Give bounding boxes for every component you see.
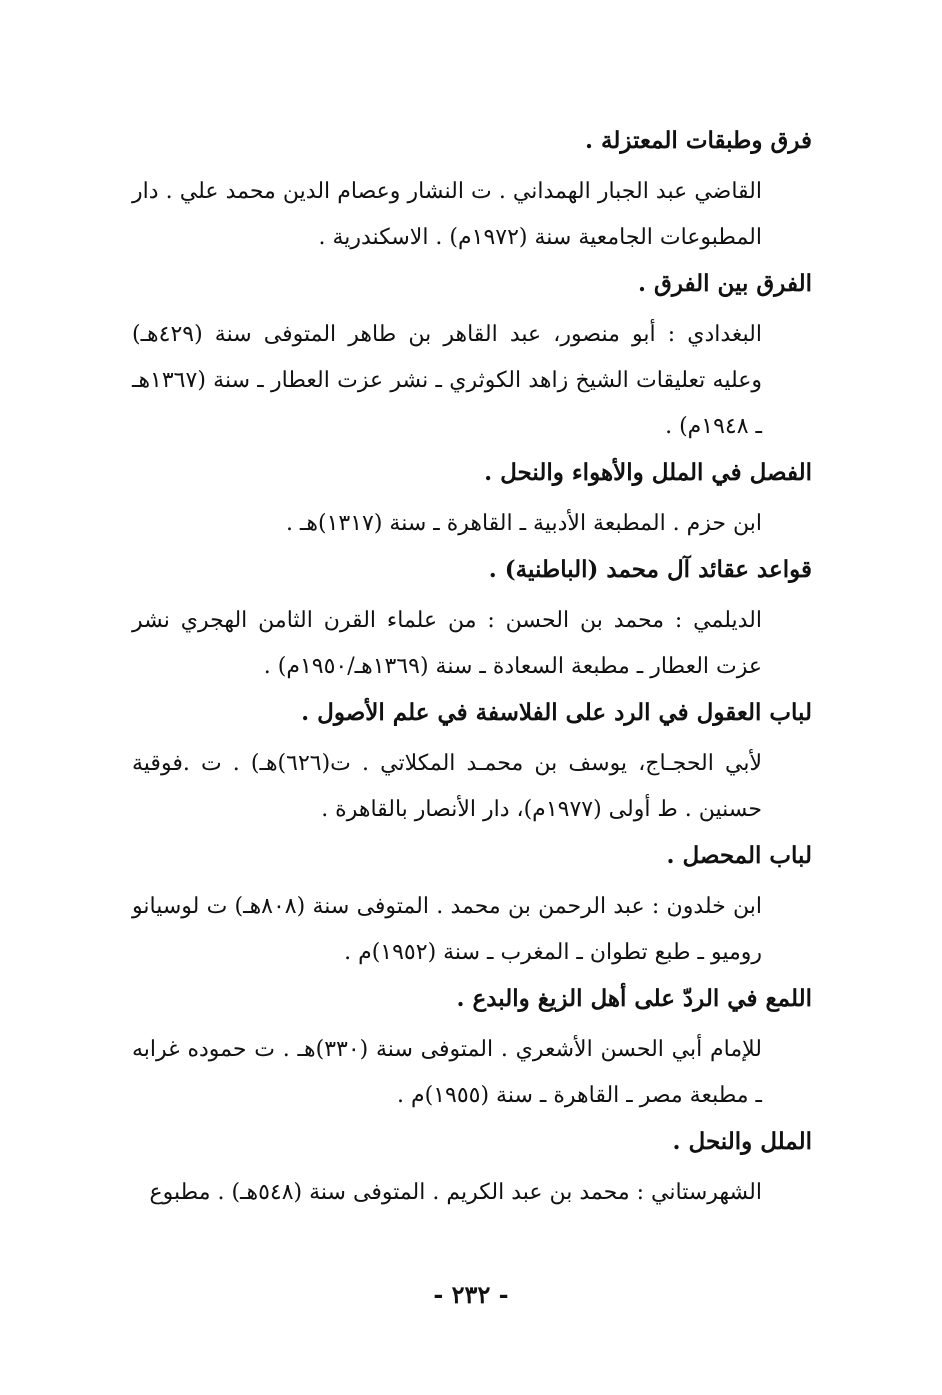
page-number: - ٢٣٢ - — [433, 1280, 509, 1309]
entry-title: الفرق بين الفرق . — [637, 270, 812, 297]
entry-details: للإمام أبي الحسن الأشعري . المتوفى سنة (٣٣٠)هـ . ت حموده غرابه ـ مطبعة مصر ـ القاهرة ـ سنة (١٩٥٥)م . — [132, 1037, 762, 1108]
entry-details: البغدادي : أبو منصور، عبد القاهر بن طاهر المتوفى سنة (٤٢٩هـ) وعليه تعليقات الشيخ زاهد الكوثري ـ نشر عزت العطار ـ سنة (١٣٦٧هـ ـ ١٩٤٨م) . — [132, 322, 762, 439]
bibliography-entry — [132, 265, 812, 450]
entry-details: القاضي عبد الجبار الهمداني . ت النشار وعصام الدين محمد علي . دار المطبوعات الجامعية سنة (١٩٧٢م) . الاسكندرية . — [132, 179, 762, 250]
entry-title: لباب المحصل . — [666, 842, 812, 869]
entry-title: الملل والنحل . — [672, 1128, 812, 1155]
entry-title: فرق وطبقات المعتزلة . — [585, 127, 812, 154]
bibliography-entry — [132, 837, 812, 976]
bibliography-entry — [132, 454, 812, 547]
entry-details: ابن خلدون : عبد الرحمن بن محمد . المتوفى سنة (٨٠٨هـ) ت لوسيانو روميو ـ طبع تطوان ـ المغرب ـ سنة (١٩٥٢)م . — [132, 894, 762, 965]
entry-details: لأبي الحجـاج، يوسف بن محمـد المكلاتي . ت(٦٢٦)هـ) . ت .فوقية حسنين . ط أولى (١٩٧٧م)، دار الأنصار بالقاهرة . — [132, 751, 762, 822]
entry-details: الشهرستاني : محمد بن عبد الكريم . المتوفى سنة (٥٤٨هـ) . مطبوع — [149, 1180, 762, 1205]
bibliography-entry — [132, 551, 812, 690]
entry-title: الفصل في الملل والأهواء والنحل . — [484, 459, 812, 486]
bibliography-entry — [132, 694, 812, 833]
bibliography-entry — [132, 980, 812, 1119]
bibliography-entry — [132, 1123, 812, 1216]
bibliography-entry — [132, 122, 812, 261]
entry-title: اللمع في الردّ على أهل الزيغ والبدع . — [456, 985, 812, 1012]
entry-title: قواعد عقائد آل محمد (الباطنية) . — [488, 556, 812, 583]
bibliography-list — [132, 122, 812, 1220]
entry-details: ابن حزم . المطبعة الأدبية ـ القاهرة ـ سنة (١٣١٧)هـ . — [285, 511, 762, 536]
entry-title: لباب العقول في الرد على الفلاسفة في علم الأصول . — [301, 699, 812, 726]
entry-details: الديلمي : محمد بن الحسن : من علماء القرن الثامن الهجري نشر عزت العطار ـ مطبعة السعادة ـ سنة (١٣٦٩هـ/١٩٥٠م) . — [132, 608, 762, 679]
